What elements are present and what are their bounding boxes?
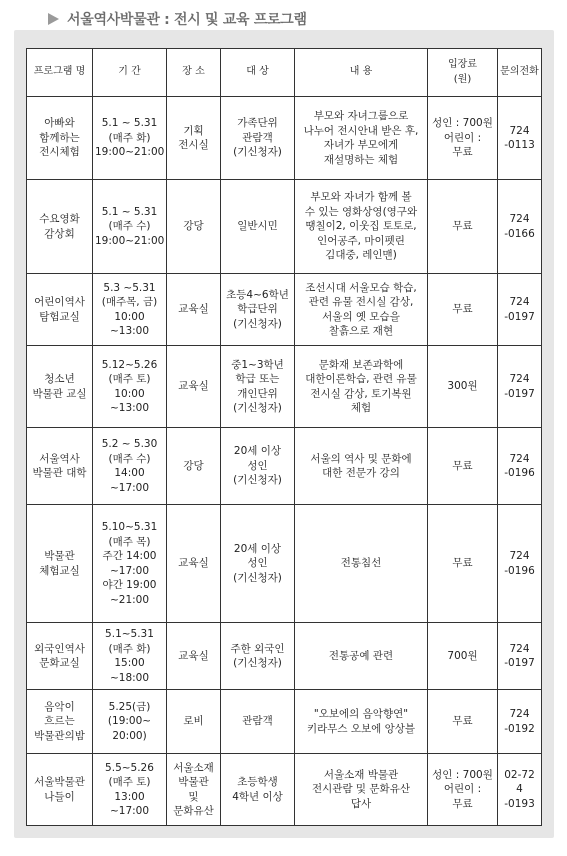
header-target: 대 상 <box>221 49 295 97</box>
phone: 724 -0192 <box>498 690 542 754</box>
header-program-name: 프로그램 명 <box>27 49 93 97</box>
program-table <box>26 48 542 826</box>
table-header-row <box>27 49 542 97</box>
target: 초등4~6학년 학급단위 (기신청자) <box>221 274 295 346</box>
table-row <box>27 505 542 623</box>
target: 중1~3학년 학급 또는 개인단위 (기신청자) <box>221 346 295 428</box>
target: 일반시민 <box>221 180 295 274</box>
arrow-bullet-icon <box>48 13 59 25</box>
fee: 700원 <box>428 623 498 690</box>
program-name: 박물관 체험교실 <box>27 505 93 623</box>
period: 5.1 ~ 5.31 (매주 수) 19:00~21:00 <box>93 180 167 274</box>
fee: 성인 : 700원 어린이 : 무료 <box>428 97 498 180</box>
period: 5.10~5.31 (매주 목) 주간 14:00 ~17:00 야간 19:00 ~21:00 <box>93 505 167 623</box>
target: 20세 이상 성인 (기신청자) <box>221 505 295 623</box>
fee: 무료 <box>428 180 498 274</box>
fee: 무료 <box>428 428 498 505</box>
table-row <box>27 623 542 690</box>
place: 로비 <box>167 690 221 754</box>
target: 초등학생 4학년 이상 <box>221 754 295 826</box>
fee: 무료 <box>428 505 498 623</box>
program-name: 수요영화 감상회 <box>27 180 93 274</box>
content: 부모와 자녀가 함께 볼 수 있는 영화상영(영구와 땡칠이2, 이웃집 토토로, 인어공주, 마이펫린 김대중, 레인맨) <box>295 180 428 274</box>
content: 서울의 역사 및 문화에 대한 전문가 강의 <box>295 428 428 505</box>
title-bar <box>48 8 307 30</box>
target: 20세 이상 성인 (기신청자) <box>221 428 295 505</box>
program-name: 서울역사 박물관 대학 <box>27 428 93 505</box>
phone: 724 -0197 <box>498 346 542 428</box>
target: 가족단위 관람객 (기신청자) <box>221 97 295 180</box>
fee: 무료 <box>428 274 498 346</box>
place: 강당 <box>167 428 221 505</box>
phone: 724 -0196 <box>498 505 542 623</box>
fee: 성인 : 700원 어린이 : 무료 <box>428 754 498 826</box>
period: 5.2 ~ 5.30 (매주 수) 14:00 ~17:00 <box>93 428 167 505</box>
header-place: 장 소 <box>167 49 221 97</box>
program-name: 서울박물관 나들이 <box>27 754 93 826</box>
program-name: 외국인역사 문화교실 <box>27 623 93 690</box>
table-row <box>27 180 542 274</box>
place: 서울소재 박물관 및 문화유산 <box>167 754 221 826</box>
place: 교육실 <box>167 623 221 690</box>
content: 문화재 보존과학에 대한이론학습, 관련 유물 전시실 감상, 토기복원 체험 <box>295 346 428 428</box>
period: 5.1 ~ 5.31 (매주 화) 19:00~21:00 <box>93 97 167 180</box>
content: 서울소재 박물관 전시관람 및 문화유산 답사 <box>295 754 428 826</box>
header-content: 내 용 <box>295 49 428 97</box>
table-row <box>27 428 542 505</box>
program-name: 어린이역사 탐험교실 <box>27 274 93 346</box>
content: 부모와 자녀그룹으로 나누어 전시안내 받은 후, 자녀가 부모에게 재설명하는 체험 <box>295 97 428 180</box>
header-phone: 문의전화 <box>498 49 542 97</box>
phone: 724 -0196 <box>498 428 542 505</box>
period: 5.5~5.26 (매주 토) 13:00 ~17:00 <box>93 754 167 826</box>
program-name: 음악이 흐르는 박물관의밤 <box>27 690 93 754</box>
phone: 724 -0166 <box>498 180 542 274</box>
phone: 724 -0197 <box>498 274 542 346</box>
phone: 724 -0197 <box>498 623 542 690</box>
place: 강당 <box>167 180 221 274</box>
period: 5.12~5.26 (매주 토) 10:00 ~13:00 <box>93 346 167 428</box>
place: 교육실 <box>167 346 221 428</box>
target: 주한 외국인 (기신청자) <box>221 623 295 690</box>
content: "오보에의 음악향연" 키라무스 오보에 앙상블 <box>295 690 428 754</box>
header-period: 기 간 <box>93 49 167 97</box>
program-name: 청소년 박물관 교실 <box>27 346 93 428</box>
table-row <box>27 274 542 346</box>
phone: 02-72 4 -0193 <box>498 754 542 826</box>
period: 5.25(금) (19:00~ 20:00) <box>93 690 167 754</box>
fee: 300원 <box>428 346 498 428</box>
period: 5.3 ~5.31 (매주목, 금) 10:00 ~13:00 <box>93 274 167 346</box>
content: 전통침선 <box>295 505 428 623</box>
place: 교육실 <box>167 505 221 623</box>
phone: 724 -0113 <box>498 97 542 180</box>
header-fee: 입장료 (원) <box>428 49 498 97</box>
table-row <box>27 754 542 826</box>
fee: 무료 <box>428 690 498 754</box>
place: 교육실 <box>167 274 221 346</box>
program-name: 아빠와 함께하는 전시체험 <box>27 97 93 180</box>
content: 조선시대 서울모습 학습, 관련 유물 전시실 감상, 서울의 옛 모습을 찰흙으로 재현 <box>295 274 428 346</box>
table-row <box>27 97 542 180</box>
table-row <box>27 346 542 428</box>
target: 관람객 <box>221 690 295 754</box>
place: 기획 전시실 <box>167 97 221 180</box>
content: 전통공예 관련 <box>295 623 428 690</box>
period: 5.1~5.31 (매주 화) 15:00 ~18:00 <box>93 623 167 690</box>
page-title: 서울역사박물관 : 전시 및 교육 프로그램 <box>67 12 307 28</box>
table-row <box>27 690 542 754</box>
